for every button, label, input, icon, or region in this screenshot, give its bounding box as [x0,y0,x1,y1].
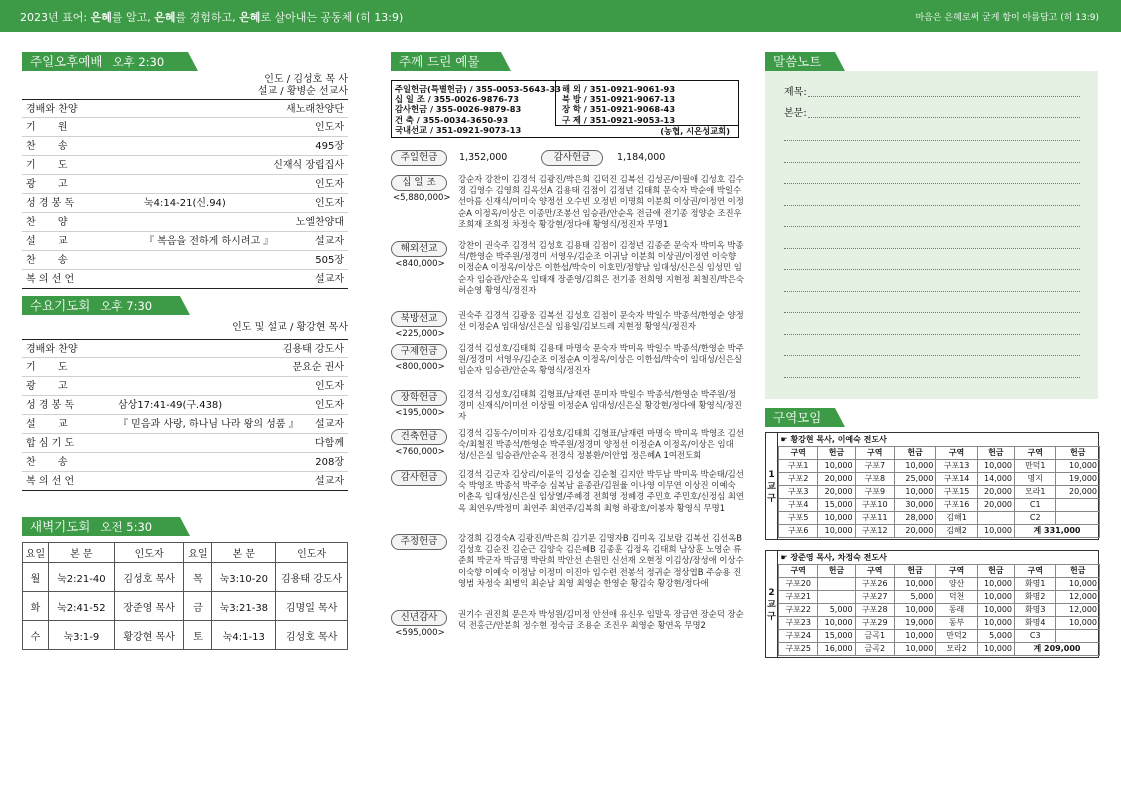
dawn-row [23,592,348,621]
district-cell: 구포16 [936,498,977,511]
district-cell: C1 [1015,498,1056,511]
bank-name: (농협, 시온성교회) [660,126,730,136]
order-label: 기 원 [26,122,68,133]
order-row [22,415,348,434]
district-cell: 구포1 [779,459,818,472]
dawn-cell: 김명일 목사 [276,592,348,621]
district-cell: 동부 [936,616,977,629]
district-cell: 화명1 [1015,577,1056,590]
district-cell: 10,000 [894,603,935,616]
offering-category-label: 북방선교 [391,311,447,327]
district-cell: 10,000 [1056,616,1100,629]
sunday-offering-label: 주일헌금 [391,150,447,166]
order-label: 광 고 [26,381,68,392]
order-label: 찬 양 [26,217,68,228]
district-cell: 5,000 [977,629,1014,642]
district-header-cell: 헌금 [894,564,935,577]
dawn-cell: 눅3:1-9 [48,621,114,650]
order-person: 인도자 [315,400,344,411]
order-label: 설 교 [26,236,68,247]
account-line: 십 일 조 / 355-0026-9876-73 [395,94,520,105]
dawn-header-cell: 본 문 [48,543,114,563]
district-cell: 양산 [936,577,977,590]
district-cell: 구포5 [779,511,818,524]
subject-label[interactable]: 제목: [784,87,807,98]
district-cell: 10,000 [977,577,1014,590]
dawn-cell: 토 [184,621,212,650]
district-row [779,459,1100,472]
district-row [779,485,1100,498]
district-cell: 16,000 [818,642,855,655]
district-cell [818,577,855,590]
district-header-cell: 구역 [779,446,818,459]
account-line: 구 제 / 351-0921-9053-13 [562,114,676,125]
district-cell: 금곡2 [855,642,894,655]
district-header-cell: 구역 [855,446,894,459]
district-cell: 20,000 [977,485,1014,498]
offering-donors: 권숙주 김경석 김광웅 김복선 김성호 김점이 문숙자 박일수 박종석/한영순 양정선 이정순A 임대성/신은실 임용일/김보드레 지현정 황영식/정진자 [458,310,744,332]
district-cell: 구포21 [779,590,818,603]
order-label: 찬 송 [26,457,68,468]
district-cell: 구포10 [855,498,894,511]
order-detail: 삼상17:41-49(구.438) [118,400,223,411]
order-row [22,118,348,137]
district-row [779,472,1100,485]
year-motto: 2023년 표어: 은혜를 알고, 은혜를 경험하고, 은혜로 살아내는 공동체 (히 13:9) [20,11,404,24]
dawn-cell: 수 [23,621,49,650]
order-person: 208장 [315,457,344,468]
order-label: 설 교 [26,419,68,430]
district-header-cell: 헌금 [977,564,1014,577]
offering-header: 주께 드린 예물 [391,52,501,71]
offering-category-label: 건축헌금 [391,429,447,445]
district-row [779,524,1100,537]
dawn-cell: 황강현 목사 [114,621,184,650]
district-cell: 14,000 [977,472,1014,485]
dawn-header-cell: 요일 [184,543,212,563]
dawn-cell: 눅4:1-13 [212,621,276,650]
district-header-cell: 구역 [1015,564,1056,577]
note-line[interactable] [784,248,1080,249]
dawn-header-cell: 인도자 [276,543,348,563]
order-label: 기 도 [26,362,68,373]
order-person: 설교자 [315,476,344,487]
note-line[interactable] [784,205,1080,206]
order-label: 성 경 봉 독 [26,400,75,411]
sermon-note [765,71,1098,399]
offering-donors: 권기수 권진희 문은자 박성원/김미정 안선애 유신우 임말옥 장금연 장순덕 장순덕 전홍근/안분희 정수현 정숙금 조용순 조진우 최영순 황연옥 무명2 [458,609,744,631]
dawn-cell: 목 [184,563,212,592]
order-person: 설교자 [315,419,344,430]
district-cell: 10,000 [818,524,855,537]
order-row [22,232,348,251]
district-cell: 12,000 [1056,603,1100,616]
order-row [22,434,348,453]
dawn-cell: 김성호 목사 [114,563,184,592]
district-cell: 10,000 [894,642,935,655]
account-box [391,80,739,138]
district-row [779,577,1100,590]
offering-donors: 강찬이 권숙주 김경석 김성호 김용태 김점이 김정년 김종준 문숙자 박미옥 박종석/한영순 박주원/정경미 서영우/김순조 이귀남 이분희 이상권/이정연 이숙향 이정순A 이정옥/이상은 이한섭/박숙이 이호민/정향남 임대성/신은실 임성민 임순자 임승관/안순옥 임태재 장준영/김희은 전기종 전희영 지현정 최철진/박은숙 허순영 황영식/정진자 [458,240,744,295]
district-cell: 구포26 [855,577,894,590]
order-detail: 『 복음을 전하게 하시려고 』 [144,236,274,247]
sunday-offering-amount: 1,352,000 [459,152,508,163]
order-label: 성 경 봉 독 [26,198,75,209]
order-person: 다함께 [315,438,344,449]
order-label: 찬 송 [26,141,68,152]
district-cell: 모라2 [936,642,977,655]
district-cell: 10,000 [1056,577,1100,590]
body-line[interactable] [808,117,1080,118]
order-row [22,251,348,270]
offering-category-total: <840,000> [395,259,445,269]
district-cell: 28,000 [894,511,935,524]
district-cell: 구포29 [855,616,894,629]
district-cell: 10,000 [894,485,935,498]
district-row [779,642,1100,655]
offering-category-label: 장학헌금 [391,390,447,406]
district-cell: 구포13 [936,459,977,472]
top-banner [0,0,1121,32]
order-person: 인도자 [315,179,344,190]
district-side-label: 2 교 구 [766,551,778,657]
note-line[interactable] [784,291,1080,292]
dawn-cell: 월 [23,563,49,592]
district-cell: C3 [1015,629,1056,642]
district-cell: 구포8 [855,472,894,485]
district-cell: 10,000 [977,616,1014,629]
order-person: 김용태 강도사 [282,344,344,355]
order-label: 경배와 찬양 [26,344,78,355]
district-cell: 10,000 [1056,459,1100,472]
district-cell: 20,000 [1056,485,1100,498]
district-cell: 구포25 [779,642,818,655]
accounts-left [395,84,561,135]
order-row [22,213,348,232]
district-row [779,603,1100,616]
district-cell: 12,000 [1056,590,1100,603]
district-total: 계 331,000 [1015,524,1100,537]
district-cell [977,511,1014,524]
district-header-cell: 구역 [1015,446,1056,459]
district-cell: 구포9 [855,485,894,498]
order-person: 설교자 [315,274,344,285]
order-row [22,472,348,491]
note-line[interactable] [784,269,1080,270]
thanks-offering-label: 감사헌금 [541,150,603,166]
order-row [22,339,348,358]
district-cell: 구포3 [779,485,818,498]
district-row [779,616,1100,629]
district-cell: 구포15 [936,485,977,498]
district-cell: 10,000 [894,577,935,590]
district-cell: 김해2 [936,524,977,537]
district-total: 계 209,000 [1015,642,1100,655]
order-row [22,194,348,213]
district-cell: 10,000 [977,590,1014,603]
order-person: 인도자 [315,122,344,133]
district-pastor: ☛ 장준영 목사, 차정숙 전도사 [779,551,1100,564]
district-cell: C2 [1015,511,1056,524]
district-cell: 10,000 [818,616,855,629]
district-cell: 10,000 [977,642,1014,655]
order-person: 새노래찬양단 [286,104,344,115]
order-person: 설교자 [315,236,344,247]
district-cell: 구포28 [855,603,894,616]
sermon-note-header: 말씀노트 [765,52,835,71]
district-cell [1056,629,1100,642]
note-line[interactable] [784,140,1080,141]
district-cell: 20,000 [894,524,935,537]
district-cell: 덕천 [936,590,977,603]
district-cell: 김해1 [936,511,977,524]
order-row [22,137,348,156]
dawn-cell: 눅3:10-20 [212,563,276,592]
district-cell: 25,000 [894,472,935,485]
offering-category-label: 감사헌금 [391,470,447,486]
dawn-row [23,563,348,592]
offering-category-total: <760,000> [395,447,445,457]
account-line: 해 외 / 351-0921-9061-93 [562,84,676,94]
district-cell: 구포20 [779,577,818,590]
district-header-cell: 구역 [936,446,977,459]
offering-category-total: <225,000> [395,329,445,339]
dawn-cell: 눅2:21-40 [48,563,114,592]
district-cell: 구포7 [855,459,894,472]
district-header: 구역모임 [765,408,835,427]
verse: 마음은 은혜로써 굳게 함이 아름답고 (히 13:9) [915,13,1099,23]
district-row [779,498,1100,511]
order-label: 경배와 찬양 [26,104,78,115]
district-cell: 구포22 [779,603,818,616]
order-row [22,358,348,377]
dawn-cell: 김성호 목사 [276,621,348,650]
order-row [22,99,348,118]
district-side-label: 1 교 구 [766,433,778,539]
district-cell: 화명2 [1015,590,1056,603]
district-row [779,590,1100,603]
offering-category-label: 주정헌금 [391,534,447,550]
order-person: 인도자 [315,381,344,392]
dawn-header-cell: 요일 [23,543,49,563]
order-row [22,396,348,415]
offering-category-label: 구제헌금 [391,344,447,360]
district-cell: 10,000 [977,459,1014,472]
district-cell: 구포4 [779,498,818,511]
order-row [22,453,348,472]
district-cell: 10,000 [977,603,1014,616]
district-cell: 구포27 [855,590,894,603]
note-line[interactable] [784,226,1080,227]
district-cell: 동래 [936,603,977,616]
offering-category-total: <195,000> [395,408,445,418]
account-line: 감사헌금 / 355-0026-9879-83 [395,104,522,115]
district-cell: 구포12 [855,524,894,537]
order-person: 495장 [315,141,344,152]
district-cell: 19,000 [1056,472,1100,485]
accounts-right [562,84,675,125]
district-cell: 구포23 [779,616,818,629]
district-header-cell: 헌금 [977,446,1014,459]
dawn-header-cell: 인도자 [114,543,184,563]
offering-donors: 강순자 강찬이 김경석 김광진/박은희 김덕진 김복선 김성곤/이필애 김성호 김수경 김영수 김영희 김옥선A 김용태 김점이 김정년 김태희 문숙자 박순애 박일수 선아름 신재식/이미숙 양정선 오수빈 오정빈 이명희 이분희 이상권/이정연 이정순A 이정옥/이상은 이종만/조봉선 임승관/안순옥 전금애 전기종 정양순 조진우 조희재 조희정 차정숙 황강현/정다애 황영식/정진자 무명1 [458,174,744,229]
district-cell: 5,000 [894,590,935,603]
account-line: 국내선교 / 351-0921-9073-13 [395,124,522,135]
offering-category-label: 해외선교 [391,241,447,257]
dawn-cell: 화 [23,592,49,621]
district-cell [1056,511,1100,524]
district-pastor: ☛ 황강현 목사, 이예숙 전도사 [779,433,1100,446]
dawn-cell: 눅3:21-38 [212,592,276,621]
district-cell: 15,000 [818,498,855,511]
district-cell: 30,000 [894,498,935,511]
district-cell: 화명3 [1015,603,1056,616]
account-line: 주일헌금(특별헌금) / 355-0053-5643-33 [395,84,561,94]
dawn-cell: 눅2:41-52 [48,592,114,621]
dawn-cell: 금 [184,592,212,621]
note-line[interactable] [784,334,1080,335]
district-cell: 명지 [1015,472,1056,485]
offering-category-label: 십 일 조 [391,175,447,191]
district-cell: 10,000 [818,459,855,472]
note-line[interactable] [784,312,1080,313]
district-row [779,511,1100,524]
order-person: 인도자 [315,198,344,209]
district-cell: 모라1 [1015,485,1056,498]
order-person: 신재식 장립집사 [273,160,344,171]
dawn-header-cell: 본 문 [212,543,276,563]
district-cell: 20,000 [818,472,855,485]
account-line: 장 학 / 351-0921-9068-43 [562,104,676,115]
district-1-table [765,432,1099,540]
district-header-cell: 구역 [779,564,818,577]
district-cell: 15,000 [818,629,855,642]
order-label: 복 의 선 언 [26,476,75,487]
order-label: 광 고 [26,179,68,190]
district-header-cell: 헌금 [1056,446,1100,459]
dawn-row [23,621,348,650]
district-header-cell: 헌금 [894,446,935,459]
order-person: 505장 [315,255,344,266]
note-line[interactable] [784,377,1080,378]
thanks-offering-amount: 1,184,000 [617,152,666,163]
order-person: 노엘찬양대 [295,217,344,228]
offering-donors: 김경석 김성호/김태희 김용태 마명숙 문숙자 박미옥 박일수 박종석/한영순 박주원/정경미 서영우/김순조 이정순A 이정옥/이상은 이한섭/박숙이 임대성/신은실 임순자 임승관/안순옥 황영식/정진자 [458,343,744,376]
district-cell: 19,000 [894,616,935,629]
order-row [22,270,348,289]
offering-donors: 강경희 김경숙A 김광진/박은희 김기문 김명자B 김미옥 김보람 김복선 김선옥B 김성호 김순진 김순근 김양숙 김은혜B 김종훈 김정옥 김태희 남상훈 노영순 류준희 박군자 박금명 박란희 박안선 손원민 신선재 오현정 이김상/장성애 이상수 이숙향 이예숙 이정남 이정미 이진아 임수련 전봉석 정귀순 정상엽B 주승용 진영범 차정숙 최병익 최순남 최영 최영순 한영순 황김숙 황강현/정다애 [458,533,744,588]
offering-donors: 김경석 김성호/김태희 김형표/남재련 문미자 박일수 박종석/한영순 박주원/정경미 신재식/이미선 이상필 이정순A 임대성/신은실 황강현/정다애 황영식/정진자 [458,389,742,422]
district-cell [818,590,855,603]
district-cell: 구포11 [855,511,894,524]
district-header-cell: 헌금 [818,564,855,577]
district-cell: 구포14 [936,472,977,485]
offering-donors: 김경석 김동수/이미자 김성호/김태희 김형표/남재련 마명숙 박미옥 박영조 김선숙/최철진 박종석/한영순 박주원/정경미 양정선 이정순A 이정옥/이상은 임대성/신은실 임승관/안순옥 전경식 정봉환/이안엽 정은혜A 1여전도회 [458,428,744,461]
subject-line[interactable] [808,96,1080,97]
offering-category-total: <5,880,000> [393,193,451,203]
district-2-table [765,550,1099,658]
note-line[interactable] [784,355,1080,356]
order-label: 기 도 [26,160,68,171]
sunday-leaders: 인도 / 김성호 목 사 설교 / 황병순 선교사 [257,74,348,97]
district-cell: 20,000 [977,498,1014,511]
district-cell: 만덕2 [936,629,977,642]
district-row [779,629,1100,642]
district-cell: 구포2 [779,472,818,485]
district-header-cell: 구역 [936,564,977,577]
wednesday-order [22,339,348,491]
offering-donors: 김경석 김군자 김상리/이윤익 김성술 김순철 김지안 박두남 박미옥 박순태/김선숙 박영조 박종석 박주승 심복남 윤종관/김원율 이나영 이무연 이상진 이예숙 이춘옥 임대성/신은실 임상열/주혜경 전희영 정혜경 주민호 주민호/신정심 최연옥 최연우/박정미 최연주 최연주/김복희 최형 하광호/이봉자 황영식 무명1 [458,469,744,513]
district-header-cell: 헌금 [1056,564,1100,577]
note-line[interactable] [784,162,1080,163]
district-cell: 20,000 [818,485,855,498]
order-label: 합 심 기 도 [26,438,75,449]
order-label: 복 의 선 언 [26,274,75,285]
note-line[interactable] [784,183,1080,184]
district-cell: 10,000 [818,511,855,524]
district-cell: 구포6 [779,524,818,537]
district-cell: 10,000 [894,629,935,642]
order-row [22,377,348,396]
district-cell: 10,000 [894,459,935,472]
district-cell: 만덕1 [1015,459,1056,472]
dawn-service-header: 새벽기도회 오전 5:30 [22,517,180,536]
body-label[interactable]: 본문: [784,108,807,119]
district-cell: 금곡1 [855,629,894,642]
order-label: 찬 송 [26,255,68,266]
district-header-cell: 헌금 [818,446,855,459]
order-row [22,156,348,175]
order-row [22,175,348,194]
order-detail: 눅4:14-21(신.94) [144,198,226,209]
offering-category-total: <800,000> [395,362,445,372]
order-person: 문요순 권사 [292,362,344,373]
offering-category-label: 신년감사 [391,610,447,626]
account-line: 북 방 / 351-0921-9067-13 [562,94,676,105]
wednesday-leader: 인도 및 설교 / 황강현 목사 [232,322,348,333]
offering-category-total: <595,000> [395,628,445,638]
district-cell: 10,000 [977,524,1014,537]
district-cell: 5,000 [818,603,855,616]
order-detail: 『 믿음과 사랑, 하나님 나라 왕의 성품 』 [118,419,299,430]
sunday-order [22,99,348,289]
account-line: 건 축 / 355-0034-3650-93 [395,114,509,125]
district-cell: 화명4 [1015,616,1056,629]
district-header-cell: 구역 [855,564,894,577]
district-cell [1056,498,1100,511]
dawn-cell: 김용태 강도사 [276,563,348,592]
district-cell: 구포24 [779,629,818,642]
dawn-cell: 장준영 목사 [114,592,184,621]
wednesday-service-header: 수요기도회 오후 7:30 [22,296,180,315]
sunday-service-header: 주일오후예배 오후 2:30 [22,52,188,71]
dawn-schedule-table [22,542,348,650]
